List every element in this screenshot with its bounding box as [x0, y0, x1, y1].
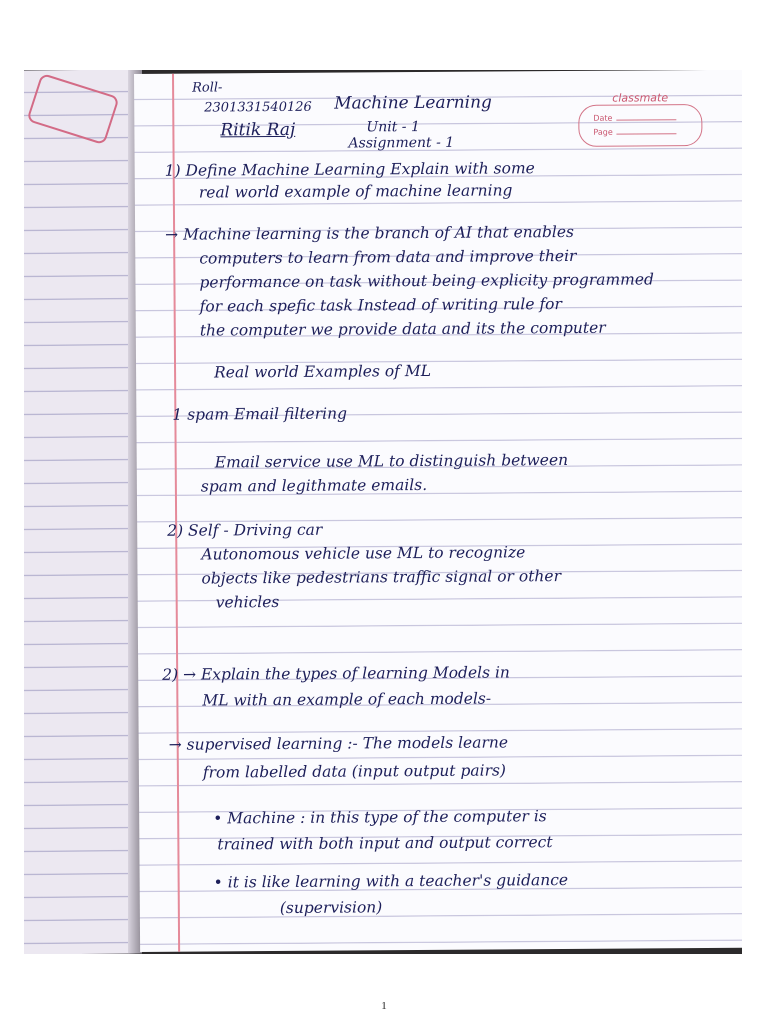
answer-2-line-3: • Machine : in this type of the computer is [213, 807, 547, 828]
page-number: 1 [381, 1000, 387, 1012]
answer-2-line-2: from labelled data (input output pairs) [202, 761, 507, 782]
title: Machine Learning [334, 92, 492, 114]
notebook-page [134, 70, 742, 952]
left-notebook-page [24, 70, 136, 954]
classmate-stamp [578, 91, 702, 147]
answer-2-line-4: trained with both input and output correct [217, 833, 553, 854]
answer-1-line-1: → Machine learning is the branch of AI that enables [165, 222, 575, 244]
question-1-line-2: real world example of machine learning [198, 181, 513, 202]
question-2-line-1: 2) → Explain the types of learning Models in [162, 663, 510, 684]
question-2-line-2: ML with an example of each models- [202, 689, 492, 710]
example-1-heading: 1 spam Email filtering [172, 404, 348, 424]
stamp-page-label: Page [593, 127, 676, 137]
example-1-line-2: spam and legithmate emails. [200, 475, 428, 496]
answer-1-line-3: performance on task without being explicity programmed [199, 270, 655, 292]
roll-number: 2301331540126 [204, 99, 312, 116]
answer-2-line-6: (supervision) [279, 898, 383, 918]
answer-2-line-5: • it is like learning with a teacher's guidance [213, 870, 569, 892]
answer-2-line-1: → supervised learning :- The models learne [168, 733, 509, 754]
example-2-line-3: vehicles [215, 592, 280, 612]
student-name: Ritik Raj [220, 119, 296, 141]
answer-1-line-2: computers to learn from data and improve their [199, 246, 577, 268]
unit: Unit - 1 [366, 119, 420, 136]
left-page-stamp [26, 73, 119, 145]
notebook-photo [24, 70, 742, 954]
answer-1-line-5: the computer we provide data and its the computer [199, 318, 606, 340]
example-2-line-1: Autonomous vehicle use ML to recognize [201, 543, 526, 564]
example-2-line-2: objects like pedestrians traffic signal or other [201, 567, 562, 588]
examples-heading: Real world Examples of ML [214, 361, 432, 382]
assignment: Assignment - 1 [348, 134, 455, 152]
roll-label: Roll- [192, 80, 223, 96]
example-2-heading: 2) Self - Driving car [167, 520, 323, 540]
example-1-line-1: Email service use ML to distinguish between [214, 450, 569, 472]
answer-1-line-4: for each spefic task Instead of writing rule for [199, 295, 562, 316]
stamp-date-label: Date [593, 113, 676, 123]
stamp-brand: classmate [612, 91, 669, 105]
question-1-line-1: 1) Define Machine Learning Explain with some [164, 159, 535, 180]
margin-line [172, 74, 180, 952]
